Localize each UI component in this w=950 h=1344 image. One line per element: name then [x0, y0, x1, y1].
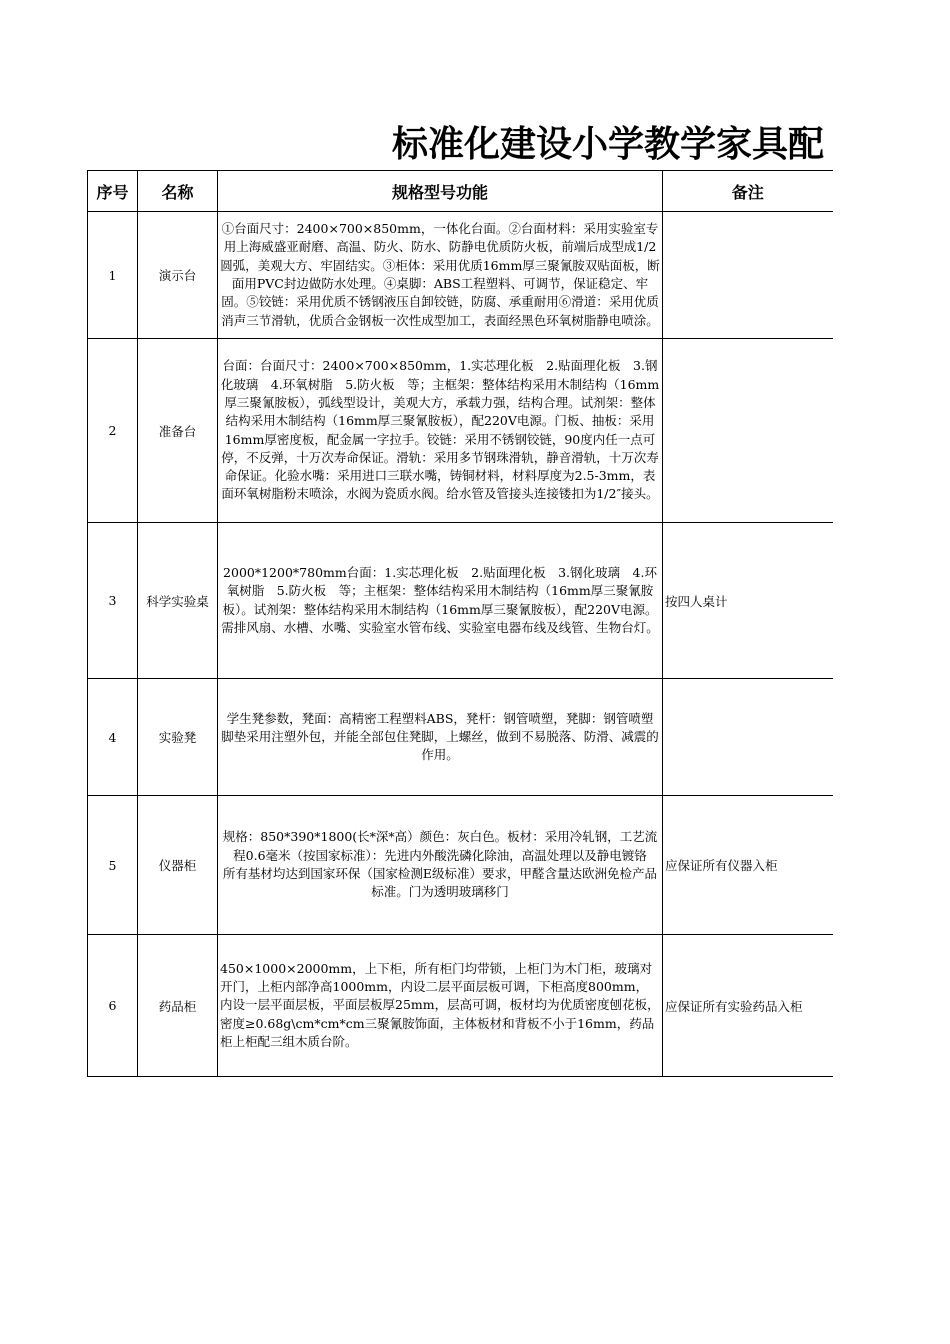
row-spec: 规格：850*390*1800(长*深*高）颜色：灰白色。板材：采用冷轧钢，工艺流程0.6毫米（按国家标准）：先进内外酸洗磷化除油，高温处理以及静电镀铬 所有基材均达到国家环保（国家检测E级标准）要求，甲醛含量达欧洲免检产品标准。门为透明玻璃移门	[218, 796, 663, 935]
table-row	[88, 679, 833, 796]
table-row	[88, 523, 833, 679]
table-row	[88, 212, 833, 339]
row-remark	[663, 679, 833, 796]
table-header-row	[88, 171, 833, 212]
table-row	[88, 339, 833, 523]
row-remark	[663, 212, 833, 339]
row-index: 1	[88, 212, 138, 339]
document-title: 标准化建设小学教学家具配	[392, 124, 825, 165]
table-row	[88, 796, 833, 935]
row-remark: 应保证所有实验药品入柜	[663, 935, 833, 1077]
row-name: 实验凳	[138, 679, 218, 796]
row-index: 2	[88, 339, 138, 523]
row-spec: 学生凳参数，凳面：高精密工程塑料ABS，凳杆：钢管喷塑，凳脚：钢管喷塑 脚垫采用注塑外包，并能全部包住凳脚，上螺丝，做到不易脱落、防滑、减震的作用。	[218, 679, 663, 796]
row-spec: 2000*1200*780mm台面：1.实芯理化板 2.贴面理化板 3.钢化玻璃 4.环氧树脂 5.防火板 等；主框架：整体结构采用木制结构（16mm厚三聚氰胺板）。试剂架：整体结构采用木制结构（16mm厚三聚氰胺板），配220V电源。需排风扇、水槽、水嘴、实验室水管布线、实验室电器布线及线管、生物台灯。	[218, 523, 663, 679]
row-name: 药品柜	[138, 935, 218, 1077]
furniture-table	[87, 170, 833, 1077]
row-spec: 450×1000×2000mm，上下柜，所有柜门均带锁，上柜门为木门柜，玻璃对开门，上柜内部净高1000mm，内设二层平面层板可调，下柜高度800mm，内设一层平面层板，平面层板厚25mm，层高可调，板材均为优质密度刨花板，密度≥0.68g\cm*cm*cm三聚氰胺饰面，主体板材和背板不小于16mm，药品柜上柜配三组木质台阶。	[218, 935, 663, 1077]
header-remark: 备注	[663, 171, 833, 212]
row-index: 5	[88, 796, 138, 935]
header-index: 序号	[88, 171, 138, 212]
row-remark: 应保证所有仪器入柜	[663, 796, 833, 935]
row-name: 科学实验桌	[138, 523, 218, 679]
row-index: 4	[88, 679, 138, 796]
table-row	[88, 935, 833, 1077]
row-spec: ①台面尺寸：2400×700×850mm，一体化台面。②台面材料：采用实验室专用上海威盛亚耐磨、高温、防火、防水、防静电优质防火板，前端后成型成1/2圆弧，美观大方、牢固结实。③柜体：采用优质16mm厚三聚氰胺双贴面板，断面用PVC封边做防水处理。④桌脚：ABS工程塑料、可调节，保证稳定、牢固。⑤铰链：采用优质不锈钢液压自卸铰链，防腐、承重耐用⑥滑道：采用优质消声三节滑轨，优质合金钢板一次性成型加工，表面经黑色环氧树脂静电喷涂。	[218, 212, 663, 339]
row-name: 演示台	[138, 212, 218, 339]
row-index: 6	[88, 935, 138, 1077]
header-name: 名称	[138, 171, 218, 212]
row-index: 3	[88, 523, 138, 679]
header-spec: 规格型号功能	[218, 171, 663, 212]
row-name: 仪器柜	[138, 796, 218, 935]
row-spec: 台面：台面尺寸：2400×700×850mm，1.实芯理化板 2.贴面理化板 3.钢化玻璃 4.环氧树脂 5.防火板 等；主框架：整体结构采用木制结构（16mm厚三聚氰胺板），弧线型设计，美观大方，承载力强，结构合理。试剂架：整体结构采用木制结构（16mm厚三聚氰胺板），配220V电源。门板、抽板：采用16mm厚密度板，配金属一字拉手。铰链：采用不锈钢铰链，90度内任一点可停，不反弹，十万次寿命保证。滑轨：采用多节钢珠滑轨，静音滑轨，十万次寿命保证。化验水嘴：采用进口三联水嘴，铸铜材料，材料厚度为2.5-3mm，表面环氧树脂粉末喷涂，水阀为瓷质水阀。给水管及管接头连接镂扣为1/2″接头。	[218, 339, 663, 523]
row-remark	[663, 339, 833, 523]
row-remark: 按四人桌计	[663, 523, 833, 679]
row-name: 准备台	[138, 339, 218, 523]
